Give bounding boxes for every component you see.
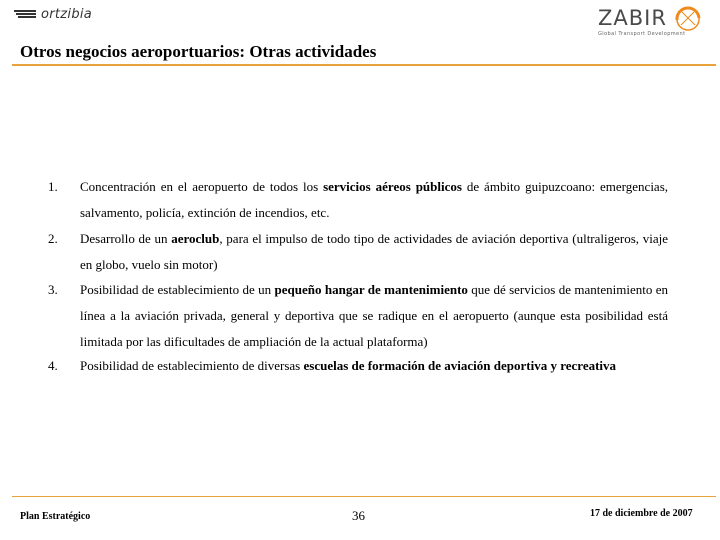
list-item-text-part: , para el impulso de todo tipo de actividades de aviación deportiva (ultraligeros, viaje en globo, vuelo sin motor)	[80, 231, 668, 272]
list-item-text-part: Concentración en el aeropuerto de todos los	[80, 179, 324, 194]
list-item-text	[80, 277, 668, 355]
list-item-text-part: Desarrollo de un	[80, 231, 172, 246]
list-item-text	[80, 353, 668, 379]
page-title: Otros negocios aeroportuarios: Otras actividades	[20, 42, 377, 61]
list-item-text-highlight: pequeño hangar de mantenimiento	[274, 282, 468, 297]
zabir-logo-text: ZABIR	[598, 6, 667, 30]
list-item-text	[80, 174, 668, 226]
list-item-text	[80, 226, 668, 278]
list-item-text-part: Posibilidad de establecimiento de un	[80, 282, 275, 297]
zabir-logo	[594, 6, 710, 40]
list-item-text-highlight: escuelas de formación de aviación deportiva y recreativa	[303, 358, 617, 373]
footer-document-name: Plan Estratégico	[20, 511, 91, 522]
list-item-number: 4.	[48, 358, 58, 373]
title-divider	[12, 64, 716, 66]
list-item-number: 3.	[48, 282, 58, 297]
list-item-number: 2.	[48, 231, 58, 246]
zabir-logo-tagline: Global Transport Development	[598, 31, 686, 37]
page-number: 36	[352, 508, 365, 523]
footer-divider	[12, 496, 716, 497]
list-item-text-part: Posibilidad de establecimiento de diversas	[80, 358, 304, 373]
list-item-text-highlight: aeroclub	[171, 231, 220, 246]
list-item-text-highlight: servicios aéreos públicos	[323, 179, 462, 194]
ortzibia-logo-mark	[14, 9, 38, 19]
list-item-text-part: de ámbito guipuzcoano: emergencias, salvamento, policía, extinción de incendios, etc.	[80, 179, 669, 220]
list-item-text-part: que dé servicios de mantenimiento en línea a la aviación privada, general y deportiva que se radique en el aeropuerto (aunque esta posibilidad está limitada por las dificultades de ampliación de la actual plataforma)	[80, 282, 668, 349]
ortzibia-logo	[14, 6, 92, 22]
footer-date: 17 de diciembre de 2007	[590, 508, 693, 519]
ortzibia-logo-text: ortzibia	[41, 6, 93, 22]
list-item-number: 1.	[48, 179, 58, 194]
